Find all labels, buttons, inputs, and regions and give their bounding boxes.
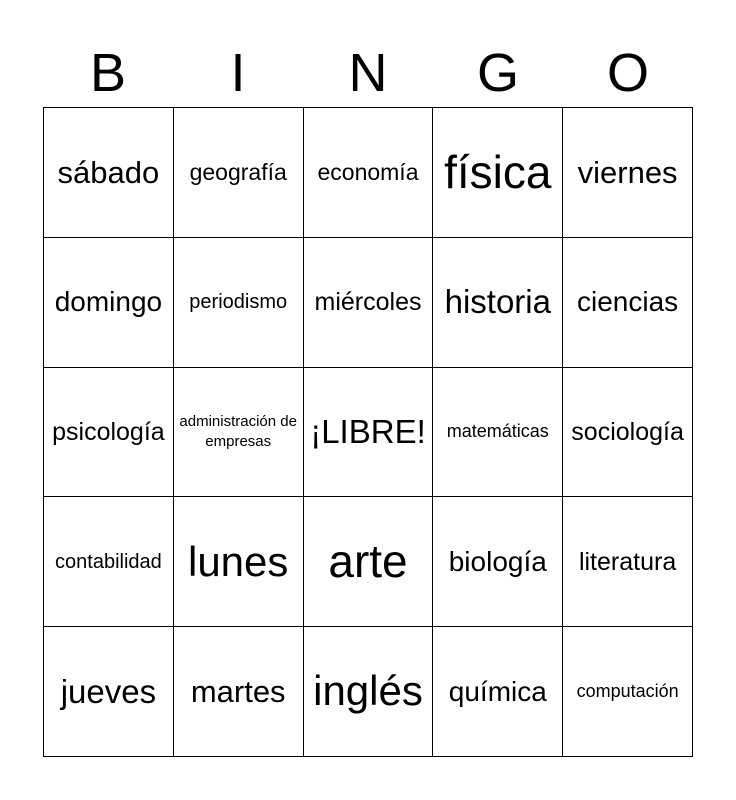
bingo-cell[interactable]: economía xyxy=(304,108,434,238)
bingo-cell[interactable]: miércoles xyxy=(304,238,434,368)
bingo-cell[interactable]: psicología xyxy=(44,368,174,498)
bingo-cell[interactable]: literatura xyxy=(563,497,693,627)
bingo-cell[interactable]: ciencias xyxy=(563,238,693,368)
header-letter-n: N xyxy=(348,43,388,103)
header-letter-i: I xyxy=(230,43,246,103)
bingo-cell[interactable]: geografía xyxy=(174,108,304,238)
header-letter-b: B xyxy=(89,43,127,103)
bingo-cell[interactable]: martes xyxy=(174,627,304,757)
bingo-cell[interactable]: matemáticas xyxy=(433,368,563,498)
bingo-cell[interactable]: química xyxy=(433,627,563,757)
bingo-cell[interactable]: sociología xyxy=(563,368,693,498)
bingo-cell[interactable]: lunes xyxy=(174,497,304,627)
bingo-cell[interactable]: contabilidad xyxy=(44,497,174,627)
bingo-cell[interactable]: computación xyxy=(563,627,693,757)
free-space-cell[interactable]: ¡LIBRE! xyxy=(304,368,434,498)
bingo-cell[interactable]: inglés xyxy=(304,627,434,757)
bingo-card-grid xyxy=(43,107,693,757)
bingo-cell[interactable]: jueves xyxy=(44,627,174,757)
bingo-cell[interactable]: sábado xyxy=(44,108,174,238)
bingo-header xyxy=(43,40,693,106)
bingo-cell[interactable]: domingo xyxy=(44,238,174,368)
bingo-cell[interactable]: física xyxy=(433,108,563,238)
bingo-cell[interactable]: historia xyxy=(433,238,563,368)
header-letter-g: G xyxy=(476,43,519,103)
header-letter-o: O xyxy=(606,43,649,103)
bingo-cell[interactable]: viernes xyxy=(563,108,693,238)
bingo-cell[interactable]: biología xyxy=(433,497,563,627)
bingo-cell[interactable]: arte xyxy=(304,497,434,627)
bingo-cell[interactable]: administración de empresas xyxy=(174,368,304,498)
bingo-cell[interactable]: periodismo xyxy=(174,238,304,368)
